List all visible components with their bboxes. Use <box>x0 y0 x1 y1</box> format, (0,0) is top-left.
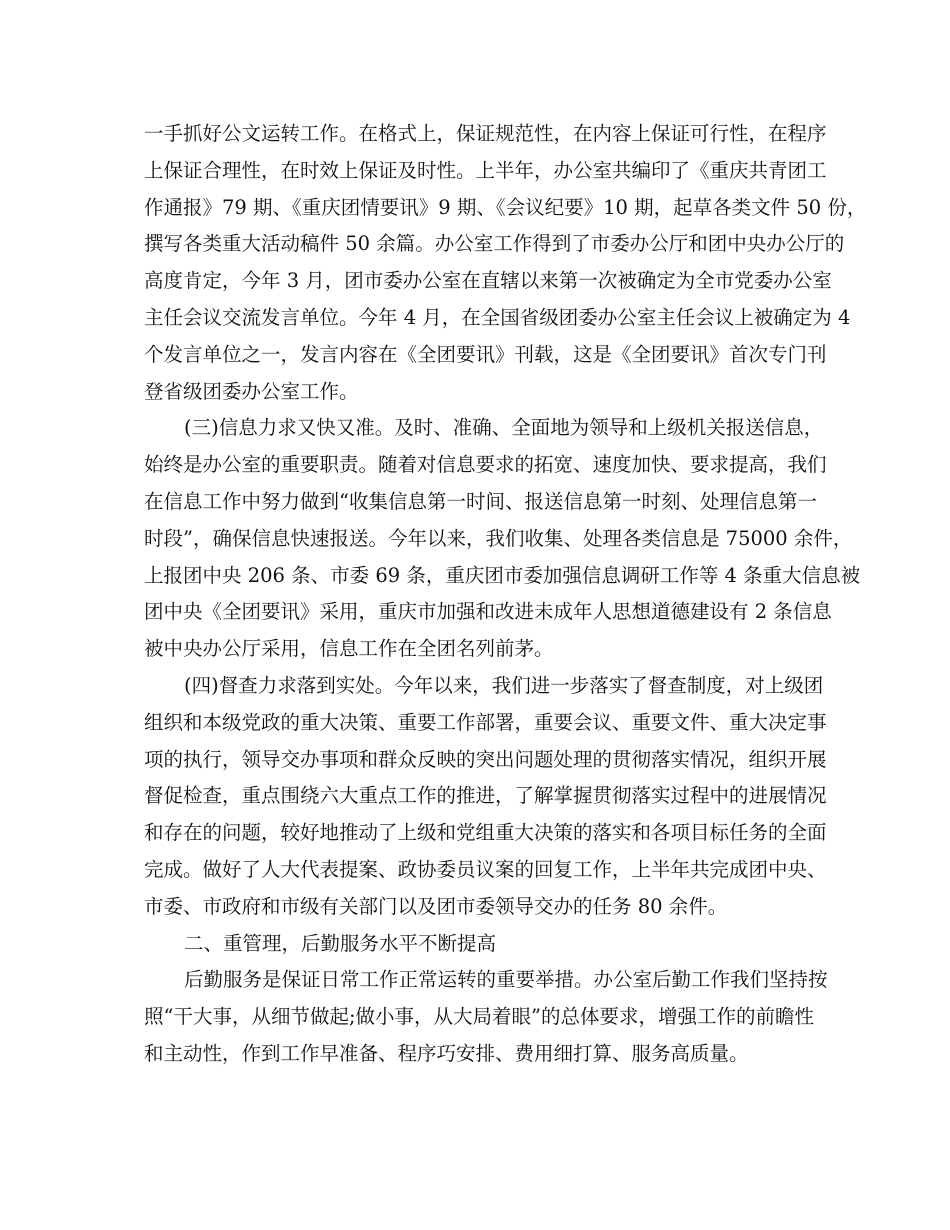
text-line: 高度肯定，今年 3 月，团市委办公室在直辖以来第一次被确定为全市党委办公室 <box>144 269 832 293</box>
section-heading-4: (四)督查力求落到实处。今年以来，我们进一步落实了督查制度，对上级团 <box>184 673 824 697</box>
text-line: 照“干大事，从细节做起;做小事，从大局着眼”的总体要求，增强工作的前瞻性 <box>144 1005 815 1029</box>
text-line: 和主动性，作到工作早准备、程序巧安排、费用细打算、服务高质量。 <box>144 1041 749 1065</box>
section-heading-2: 二、重管理，后勤服务水平不断提高 <box>184 931 497 955</box>
text-line: 完成。做好了人大代表提案、政协委员议案的回复工作，上半年共完成团中央、 <box>144 857 827 881</box>
text-line: 项的执行，领导交办事项和群众反映的突出问题处理的贯彻落实情况，组织开展 <box>144 747 827 771</box>
text-line: 市委、市政府和市级有关部门以及团市委领导交办的任务 80 余件。 <box>144 894 728 918</box>
text-line: 被中央办公厅采用，信息工作在全团名列前茅。 <box>144 637 554 661</box>
text-line: 时段”，确保信息快速报送。今年以来，我们收集、处理各类信息是 75000 余件， <box>144 526 853 550</box>
body-text <box>144 116 867 1073</box>
text-line: 组织和本级党政的重大决策、重要工作部署，重要会议、重要文件、重大决定事 <box>144 710 827 734</box>
text-line: 督促检查，重点围绕六大重点工作的推进，了解掌握贯彻落实过程中的进展情况 <box>144 784 827 808</box>
text-line: 后勤服务是保证日常工作正常运转的重要举措。办公室后勤工作我们坚持按 <box>184 968 828 992</box>
text-line: 团中央《全团要讯》采用，重庆市加强和改进未成年人思想道德建设有 2 条信息 <box>144 600 832 624</box>
text-line: 一手抓好公文运转工作。在格式上，保证规范性，在内容上保证可行性，在程序 <box>144 122 827 145</box>
text-line: 个发言单位之一，发言内容在《全团要讯》刊载，这是《全团要讯》首次专门刊 <box>144 342 827 366</box>
text-line: 作通报》79 期、《重庆团情要讯》9 期、《会议纪要》10 期，起草各类文件 50 份， <box>144 195 867 219</box>
text-line: 上报团中央 206 条、市委 69 条，重庆团市委加强信息调研工作等 4 条重大信息被 <box>144 563 861 587</box>
text-line: 上保证合理性，在时效上保证及时性。上半年，办公室共编印了《重庆共青团工 <box>144 158 827 182</box>
text-line: 主任会议交流发言单位。今年 4 月，在全国省级团委办公室主任会议上被确定为 4 <box>144 305 851 329</box>
text-line: 和存在的问题，较好地推动了上级和党组重大决策的落实和各项目标任务的全面 <box>144 821 827 845</box>
text-line: 撰写各类重大活动稿件 50 余篇。办公室工作得到了市委办公厅和团中央办公厅的 <box>144 232 845 256</box>
text-line: 在信息工作中努力做到“收集信息第一时间、报送信息第一时刻、处理信息第一 <box>144 489 817 513</box>
text-line: 始终是办公室的重要职责。随着对信息要求的拓宽、速度加快、要求提高，我们 <box>144 453 827 477</box>
section-heading-3: (三)信息力求又快又准。及时、准确、全面地为领导和上级机关报送信息， <box>184 416 824 440</box>
text-line: 登省级团委办公室工作。 <box>144 379 359 403</box>
